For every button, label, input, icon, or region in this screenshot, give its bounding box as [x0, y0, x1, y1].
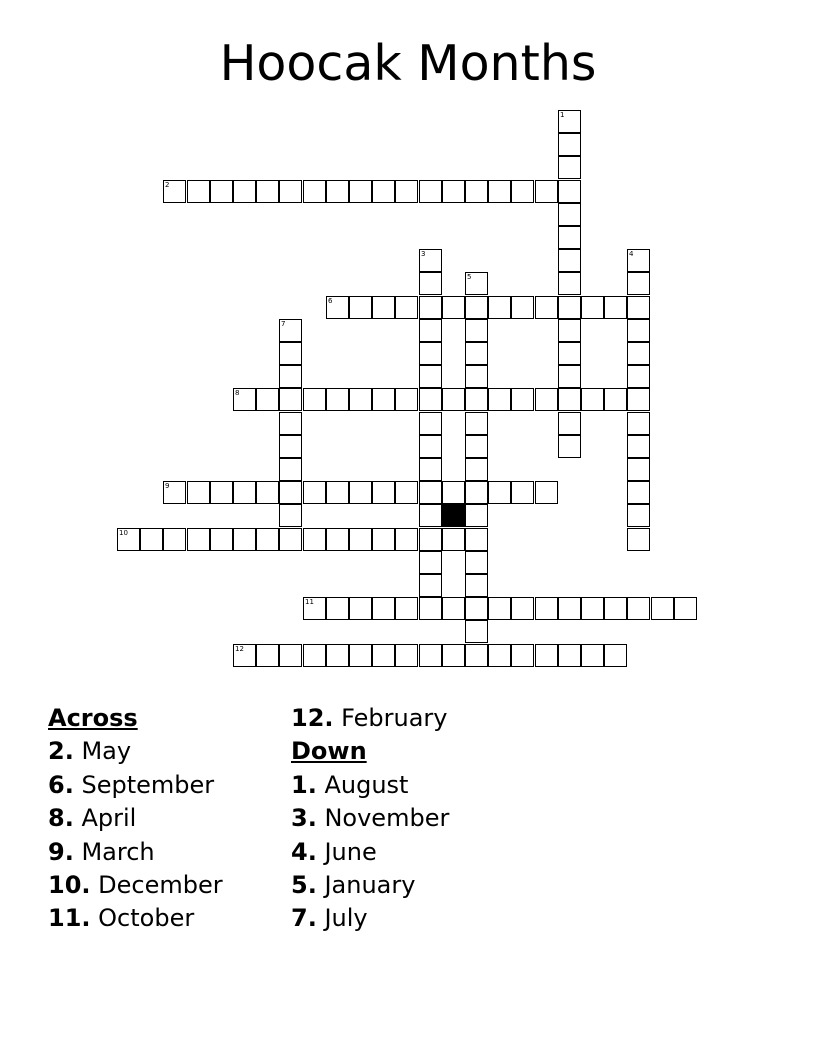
- grid-cell[interactable]: [674, 597, 697, 620]
- grid-cell[interactable]: [558, 110, 581, 133]
- grid-cell[interactable]: [465, 412, 488, 435]
- down-clue-4: [291, 836, 531, 869]
- across-clue-11: [48, 902, 288, 935]
- grid-cell[interactable]: [535, 597, 558, 620]
- grid-cell[interactable]: [210, 528, 233, 551]
- grid-cell[interactable]: [558, 435, 581, 458]
- grid-cell[interactable]: [419, 365, 442, 388]
- grid-cell[interactable]: [395, 644, 418, 667]
- clue-text: January: [324, 871, 416, 900]
- grid-cell[interactable]: [488, 481, 511, 504]
- grid-cell[interactable]: [326, 296, 349, 319]
- across-clue-12: [291, 702, 531, 735]
- grid-cell[interactable]: [558, 412, 581, 435]
- grid-cell[interactable]: [233, 180, 256, 203]
- grid-cell[interactable]: [511, 597, 534, 620]
- grid-cell[interactable]: [604, 644, 627, 667]
- grid-cell[interactable]: [488, 597, 511, 620]
- grid-cell[interactable]: [488, 180, 511, 203]
- grid-cell[interactable]: [279, 412, 302, 435]
- grid-cell[interactable]: [604, 388, 627, 411]
- cell-number: 12: [235, 645, 244, 653]
- grid-cell[interactable]: [395, 180, 418, 203]
- grid-cell[interactable]: [419, 272, 442, 295]
- grid-cell[interactable]: [627, 249, 650, 272]
- grid-cell[interactable]: [303, 644, 326, 667]
- grid-cell[interactable]: [535, 481, 558, 504]
- grid-cell[interactable]: [256, 388, 279, 411]
- cell-number: 10: [119, 529, 128, 537]
- cell-number: 9: [165, 482, 170, 490]
- down-clue-1: [291, 769, 531, 802]
- grid-cell[interactable]: [372, 481, 395, 504]
- grid-cell[interactable]: [256, 528, 279, 551]
- grid-cell[interactable]: [372, 528, 395, 551]
- grid-cell[interactable]: [210, 481, 233, 504]
- clue-number: 10.: [48, 871, 91, 900]
- grid-cell[interactable]: [442, 388, 465, 411]
- grid-cell[interactable]: [627, 365, 650, 388]
- clue-text: June: [324, 837, 377, 866]
- grid-cell[interactable]: [419, 319, 442, 342]
- grid-cell[interactable]: [558, 180, 581, 203]
- grid-cell[interactable]: [465, 458, 488, 481]
- grid-cell[interactable]: [419, 342, 442, 365]
- clue-number: 3.: [291, 804, 317, 833]
- grid-cell[interactable]: [558, 319, 581, 342]
- down-clue-7: [291, 902, 531, 935]
- grid-cell[interactable]: [256, 481, 279, 504]
- grid-cell[interactable]: [303, 180, 326, 203]
- clue-text: December: [98, 871, 223, 900]
- clue-text: April: [81, 804, 137, 833]
- grid-cell[interactable]: [349, 644, 372, 667]
- grid-cell[interactable]: [163, 180, 186, 203]
- grid-cell[interactable]: [233, 481, 256, 504]
- grid-cell[interactable]: [627, 504, 650, 527]
- grid-cell[interactable]: [627, 458, 650, 481]
- grid-cell[interactable]: [465, 597, 488, 620]
- grid-cell[interactable]: [187, 180, 210, 203]
- grid-cell[interactable]: [349, 180, 372, 203]
- cell-number: 6: [328, 297, 333, 305]
- grid-cell[interactable]: [279, 504, 302, 527]
- grid-cell[interactable]: [419, 435, 442, 458]
- grid-cell[interactable]: [326, 481, 349, 504]
- clue-text: February: [341, 704, 448, 732]
- clue-number: 5.: [291, 871, 317, 900]
- grid-cell[interactable]: [419, 597, 442, 620]
- grid-cell[interactable]: [256, 180, 279, 203]
- grid-cell[interactable]: [558, 296, 581, 319]
- grid-cell[interactable]: [279, 458, 302, 481]
- grid-cell[interactable]: [535, 388, 558, 411]
- grid-cell[interactable]: [627, 597, 650, 620]
- grid-cell[interactable]: [558, 133, 581, 156]
- grid-cell[interactable]: [349, 528, 372, 551]
- grid-cell[interactable]: [465, 319, 488, 342]
- grid-cell[interactable]: [627, 435, 650, 458]
- clue-number: 6.: [48, 770, 74, 799]
- grid-cell[interactable]: [233, 644, 256, 667]
- clue-number: 9.: [48, 837, 74, 866]
- clue-number: 12.: [291, 704, 334, 732]
- grid-cell[interactable]: [558, 272, 581, 295]
- grid-cell[interactable]: [140, 528, 163, 551]
- grid-cell[interactable]: [372, 296, 395, 319]
- grid-cell[interactable]: [558, 365, 581, 388]
- grid-cell[interactable]: [163, 481, 186, 504]
- grid-cell[interactable]: [303, 388, 326, 411]
- grid-cell[interactable]: [372, 597, 395, 620]
- grid-cell[interactable]: [395, 481, 418, 504]
- grid-cell[interactable]: [558, 249, 581, 272]
- grid-cell[interactable]: [558, 203, 581, 226]
- grid-cell[interactable]: [558, 388, 581, 411]
- across-clue-2: [48, 735, 288, 768]
- grid-cell[interactable]: [627, 412, 650, 435]
- grid-cell[interactable]: [511, 481, 534, 504]
- down-clue-5: [291, 869, 531, 902]
- grid-cell[interactable]: [187, 528, 210, 551]
- cell-number: 2: [165, 181, 170, 189]
- cell-number: 11: [305, 598, 314, 606]
- grid-cell[interactable]: [187, 481, 210, 504]
- grid-cell[interactable]: [419, 504, 442, 527]
- grid-cell[interactable]: [627, 481, 650, 504]
- cell-number: 1: [560, 111, 565, 119]
- grid-block: [442, 504, 465, 527]
- grid-cell[interactable]: [419, 574, 442, 597]
- across-clue-9: [48, 836, 288, 869]
- grid-cell[interactable]: [581, 296, 604, 319]
- down-clue-3: [291, 802, 531, 835]
- grid-cell[interactable]: [465, 296, 488, 319]
- grid-cell[interactable]: [465, 551, 488, 574]
- grid-cell[interactable]: [279, 342, 302, 365]
- grid-cell[interactable]: [627, 296, 650, 319]
- grid-cell[interactable]: [303, 597, 326, 620]
- clue-text: October: [98, 904, 195, 933]
- grid-cell[interactable]: [488, 388, 511, 411]
- clue-number: 8.: [48, 804, 74, 833]
- cell-number: 8: [235, 389, 240, 397]
- grid-cell[interactable]: [442, 528, 465, 551]
- grid-cell[interactable]: [279, 481, 302, 504]
- grid-cell[interactable]: [465, 504, 488, 527]
- grid-cell[interactable]: [465, 528, 488, 551]
- grid-cell[interactable]: [326, 644, 349, 667]
- grid-cell[interactable]: [488, 644, 511, 667]
- across-clue-8: [48, 802, 288, 835]
- cell-number: 3: [421, 250, 426, 258]
- grid-cell[interactable]: [419, 528, 442, 551]
- grid-cell[interactable]: [326, 528, 349, 551]
- down-heading: Down: [291, 737, 367, 766]
- grid-cell[interactable]: [279, 644, 302, 667]
- across-clue-10: [48, 869, 288, 902]
- grid-cell[interactable]: [627, 388, 650, 411]
- grid-cell[interactable]: [419, 412, 442, 435]
- clue-text: July: [324, 904, 368, 933]
- clue-text: March: [81, 837, 155, 866]
- grid-cell[interactable]: [210, 180, 233, 203]
- clue-number: 1.: [291, 770, 317, 799]
- grid-cell[interactable]: [511, 388, 534, 411]
- clue-text: September: [81, 770, 215, 799]
- grid-cell[interactable]: [233, 388, 256, 411]
- grid-cell[interactable]: [465, 620, 488, 643]
- grid-cell[interactable]: [558, 226, 581, 249]
- grid-cell[interactable]: [465, 481, 488, 504]
- grid-cell[interactable]: [465, 365, 488, 388]
- clue-number: 7.: [291, 904, 317, 933]
- grid-cell[interactable]: [581, 597, 604, 620]
- clue-column-1: [48, 702, 288, 936]
- grid-cell[interactable]: [581, 388, 604, 411]
- page-title: Hoocak Months: [219, 35, 597, 92]
- grid-cell[interactable]: [488, 296, 511, 319]
- grid-cell[interactable]: [442, 597, 465, 620]
- grid-cell[interactable]: [395, 388, 418, 411]
- grid-cell[interactable]: [372, 388, 395, 411]
- grid-cell[interactable]: [349, 481, 372, 504]
- grid-cell[interactable]: [535, 180, 558, 203]
- grid-cell[interactable]: [419, 249, 442, 272]
- grid-cell[interactable]: [419, 180, 442, 203]
- across-clue-6: [48, 769, 288, 802]
- across-heading: Across: [48, 704, 138, 732]
- clue-number: 4.: [291, 837, 317, 866]
- grid-cell[interactable]: [395, 296, 418, 319]
- grid-cell[interactable]: [117, 528, 140, 551]
- clue-text: May: [81, 737, 132, 766]
- grid-cell[interactable]: [627, 272, 650, 295]
- grid-cell[interactable]: [442, 296, 465, 319]
- grid-cell[interactable]: [279, 435, 302, 458]
- grid-cell[interactable]: [465, 388, 488, 411]
- grid-cell[interactable]: [465, 644, 488, 667]
- grid-cell[interactable]: [511, 296, 534, 319]
- grid-cell[interactable]: [442, 644, 465, 667]
- grid-cell[interactable]: [279, 388, 302, 411]
- grid-cell[interactable]: [465, 435, 488, 458]
- cell-number: 7: [281, 320, 286, 328]
- grid-cell[interactable]: [303, 481, 326, 504]
- grid-cell[interactable]: [511, 180, 534, 203]
- grid-cell[interactable]: [535, 644, 558, 667]
- grid-cell[interactable]: [372, 180, 395, 203]
- grid-cell[interactable]: [419, 388, 442, 411]
- grid-cell[interactable]: [442, 180, 465, 203]
- clue-text: November: [324, 804, 450, 833]
- grid-cell[interactable]: [349, 296, 372, 319]
- grid-cell[interactable]: [465, 272, 488, 295]
- grid-cell[interactable]: [419, 551, 442, 574]
- clue-number: 2.: [48, 737, 74, 766]
- grid-cell[interactable]: [279, 365, 302, 388]
- cell-number: 4: [629, 250, 634, 258]
- grid-cell[interactable]: [279, 319, 302, 342]
- grid-cell[interactable]: [465, 342, 488, 365]
- grid-cell[interactable]: [604, 597, 627, 620]
- grid-cell[interactable]: [442, 481, 465, 504]
- grid-cell[interactable]: [372, 644, 395, 667]
- grid-cell[interactable]: [349, 597, 372, 620]
- grid-cell[interactable]: [465, 574, 488, 597]
- grid-cell[interactable]: [326, 388, 349, 411]
- grid-cell[interactable]: [326, 180, 349, 203]
- grid-cell[interactable]: [279, 180, 302, 203]
- grid-cell[interactable]: [419, 458, 442, 481]
- grid-cell[interactable]: [511, 644, 534, 667]
- grid-cell[interactable]: [535, 296, 558, 319]
- grid-cell[interactable]: [558, 342, 581, 365]
- grid-cell[interactable]: [303, 528, 326, 551]
- grid-cell[interactable]: [326, 597, 349, 620]
- grid-cell[interactable]: [558, 156, 581, 179]
- grid-cell[interactable]: [349, 388, 372, 411]
- clue-text: August: [324, 770, 409, 799]
- grid-cell[interactable]: [558, 644, 581, 667]
- grid-cell[interactable]: [163, 528, 186, 551]
- grid-cell[interactable]: [256, 644, 279, 667]
- grid-cell[interactable]: [279, 528, 302, 551]
- grid-cell[interactable]: [395, 528, 418, 551]
- grid-cell[interactable]: [581, 644, 604, 667]
- grid-cell[interactable]: [395, 597, 418, 620]
- grid-cell[interactable]: [627, 528, 650, 551]
- grid-cell[interactable]: [419, 644, 442, 667]
- grid-cell[interactable]: [604, 296, 627, 319]
- clue-number: 11.: [48, 904, 91, 933]
- grid-cell[interactable]: [627, 342, 650, 365]
- grid-cell[interactable]: [651, 597, 674, 620]
- grid-cell[interactable]: [465, 180, 488, 203]
- cell-number: 5: [467, 273, 472, 281]
- grid-cell[interactable]: [419, 296, 442, 319]
- grid-cell[interactable]: [558, 597, 581, 620]
- grid-cell[interactable]: [233, 528, 256, 551]
- grid-cell[interactable]: [419, 481, 442, 504]
- clue-column-2: [291, 702, 531, 936]
- grid-cell[interactable]: [627, 319, 650, 342]
